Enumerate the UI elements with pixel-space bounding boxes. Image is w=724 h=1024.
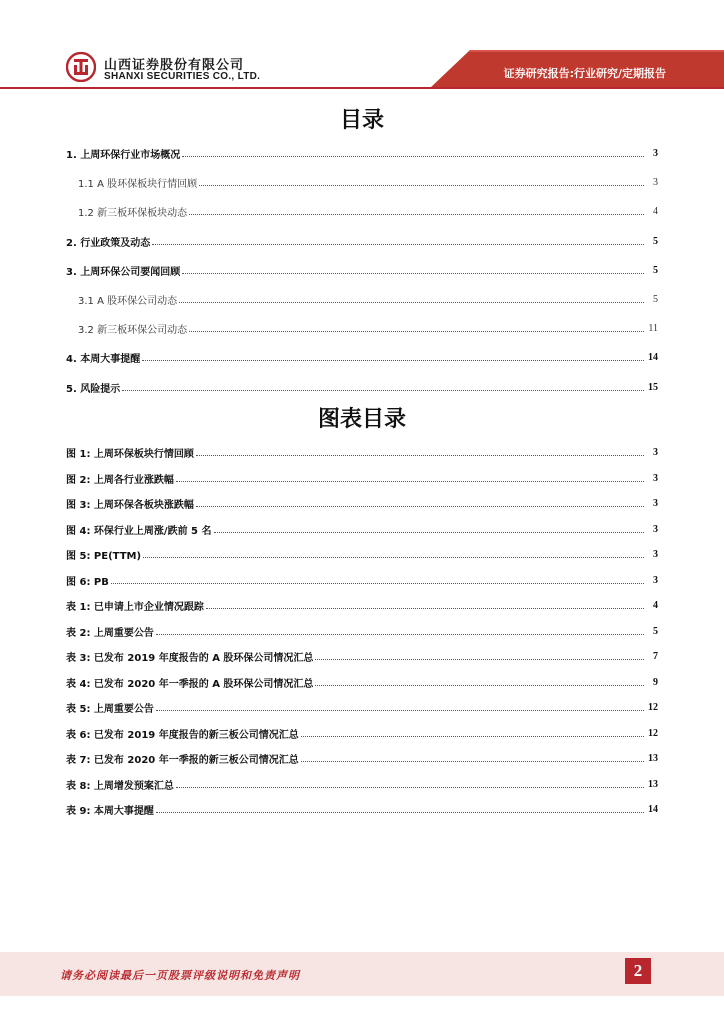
leader-dots — [206, 608, 644, 609]
figures-title: 图表目录 — [317, 407, 406, 432]
figure-entry-label: 表 3: 已发布 2019 年度报告的 A 股环保公司情况汇总 — [66, 653, 314, 665]
leader-dots — [142, 360, 644, 361]
toc-entry-label: 3.1 A 股环保公司动态 — [78, 296, 178, 308]
figure-entry[interactable] — [66, 670, 658, 696]
toc-entry[interactable] — [66, 343, 658, 372]
page-footer — [0, 952, 724, 996]
figure-entry[interactable] — [66, 644, 658, 670]
toc-entry-label: 3.2 新三板环保公司动态 — [78, 325, 188, 337]
figure-entry-page: 3 — [653, 574, 658, 586]
leader-dots — [156, 710, 644, 711]
figure-entry-label: 表 5: 上周重要公告 — [66, 704, 154, 716]
figure-entry[interactable] — [66, 772, 658, 798]
toc-entry-page: 3 — [653, 177, 658, 189]
leader-dots — [179, 302, 644, 303]
toc-entry-page: 15 — [648, 381, 658, 393]
figure-entry-label: 表 8: 上周增发预案汇总 — [66, 780, 174, 792]
toc-entry[interactable] — [66, 373, 658, 402]
toc-entry-page: 14 — [648, 352, 658, 364]
disclaimer-notice: 请务必阅读最后一页股票评级说明和免责声明 — [60, 969, 300, 982]
figure-entry-page: 13 — [648, 753, 658, 765]
toc-entry-label: 1.2 新三板环保板块动态 — [78, 208, 188, 220]
leader-dots — [189, 214, 644, 215]
toc-title: 目录 — [339, 108, 384, 133]
leader-dots — [315, 685, 644, 686]
leader-dots — [182, 156, 644, 157]
figure-entry[interactable] — [66, 721, 658, 747]
toc-entry-page: 5 — [653, 264, 658, 276]
toc-entry[interactable] — [66, 197, 658, 226]
toc-entry-page: 3 — [653, 148, 658, 160]
leader-dots — [122, 390, 644, 391]
figure-entry-page: 12 — [648, 727, 658, 739]
figure-entry[interactable] — [66, 593, 658, 619]
figure-entry-label: 图 6: PB — [66, 576, 109, 588]
toc-entry-page: 5 — [653, 294, 658, 306]
list-of-figures — [66, 440, 658, 823]
figure-entry-label: 表 7: 已发布 2020 年一季报的新三板公司情况汇总 — [66, 755, 299, 767]
figure-entry-label: 图 5: PE(TTM) — [66, 551, 142, 563]
leader-dots — [156, 812, 644, 813]
leader-dots — [182, 273, 644, 274]
page-number: 2 — [625, 958, 651, 984]
figure-entry-label: 图 2: 上周各行业涨跌幅 — [66, 474, 174, 486]
toc-entry[interactable] — [66, 227, 658, 256]
toc-entry[interactable] — [66, 285, 658, 314]
page-header — [0, 0, 724, 100]
figure-entry[interactable] — [66, 440, 658, 466]
figure-entry[interactable] — [66, 568, 658, 594]
toc-entry-page: 4 — [653, 206, 658, 218]
figure-entry-page: 12 — [648, 702, 658, 714]
figure-entry-page: 3 — [653, 523, 658, 535]
figure-entry[interactable] — [66, 619, 658, 645]
figure-entry-page: 5 — [653, 625, 658, 637]
figure-entry[interactable] — [66, 797, 658, 823]
figure-entry-page: 3 — [653, 447, 658, 459]
figure-entry-page: 9 — [653, 676, 658, 688]
figure-entry-label: 表 2: 上周重要公告 — [66, 627, 154, 639]
figure-entry-page: 3 — [653, 472, 658, 484]
company-name-cn: 山西证券股份有限公司 — [104, 58, 245, 73]
header-divider — [0, 87, 724, 89]
figure-entry-page: 3 — [653, 498, 658, 510]
figure-entry-label: 表 1: 已申请上市企业情况跟踪 — [66, 602, 204, 614]
toc-entry-label: 4. 本周大事提醒 — [66, 354, 141, 366]
leader-dots — [301, 761, 644, 762]
figure-entry-label: 图 4: 环保行业上周涨/跌前 5 名 — [66, 525, 212, 537]
leader-dots — [315, 659, 644, 660]
leader-dots — [301, 736, 644, 737]
leader-dots — [143, 557, 644, 558]
leader-dots — [152, 244, 644, 245]
figure-entry[interactable] — [66, 695, 658, 721]
toc-entry-label: 1. 上周环保行业市场概况 — [66, 150, 181, 162]
toc-entry[interactable] — [66, 256, 658, 285]
figure-entry[interactable] — [66, 466, 658, 492]
figure-entry-page: 14 — [648, 804, 658, 816]
toc-entry-label: 1.1 A 股环保板块行情回顾 — [78, 179, 198, 191]
table-of-contents — [66, 139, 658, 402]
report-type-label: 证券研究报告:行业研究/定期报告 — [503, 67, 666, 80]
figure-entry-label: 图 3: 上周环保各板块涨跌幅 — [66, 500, 194, 512]
toc-entry[interactable] — [66, 139, 658, 168]
figure-entry-page: 3 — [653, 549, 658, 561]
leader-dots — [156, 634, 644, 635]
toc-entry-page: 5 — [653, 235, 658, 247]
figure-entry-label: 图 1: 上周环保板块行情回顾 — [66, 449, 194, 461]
figure-entry[interactable] — [66, 542, 658, 568]
figure-entry-label: 表 6: 已发布 2019 年度报告的新三板公司情况汇总 — [66, 729, 299, 741]
toc-entry-label: 3. 上周环保公司要闻回顾 — [66, 266, 181, 278]
toc-entry[interactable] — [66, 168, 658, 197]
figure-entry-page: 7 — [653, 651, 658, 663]
figure-entry-label: 表 9: 本周大事提醒 — [66, 806, 154, 818]
toc-entry-label: 2. 行业政策及动态 — [66, 237, 151, 249]
figure-entry[interactable] — [66, 517, 658, 543]
figure-entry[interactable] — [66, 746, 658, 772]
figure-entry-page: 4 — [653, 600, 658, 612]
leader-dots — [199, 185, 644, 186]
header-banner — [0, 0, 724, 100]
toc-entry-page: 11 — [648, 323, 658, 335]
leader-dots — [189, 331, 644, 332]
toc-entry[interactable] — [66, 314, 658, 343]
company-logo-icon — [66, 52, 96, 82]
leader-dots — [196, 455, 644, 456]
figure-entry-label: 表 4: 已发布 2020 年一季报的 A 股环保公司情况汇总 — [66, 678, 314, 690]
figure-entry-page: 13 — [648, 778, 658, 790]
leader-dots — [176, 481, 644, 482]
toc-entry-label: 5. 风险提示 — [66, 383, 121, 395]
figure-entry[interactable] — [66, 491, 658, 517]
leader-dots — [111, 583, 644, 584]
leader-dots — [176, 787, 644, 788]
company-name-en: SHANXI SECURITIES CO., LTD. — [104, 71, 261, 82]
leader-dots — [214, 532, 645, 533]
leader-dots — [196, 506, 644, 507]
